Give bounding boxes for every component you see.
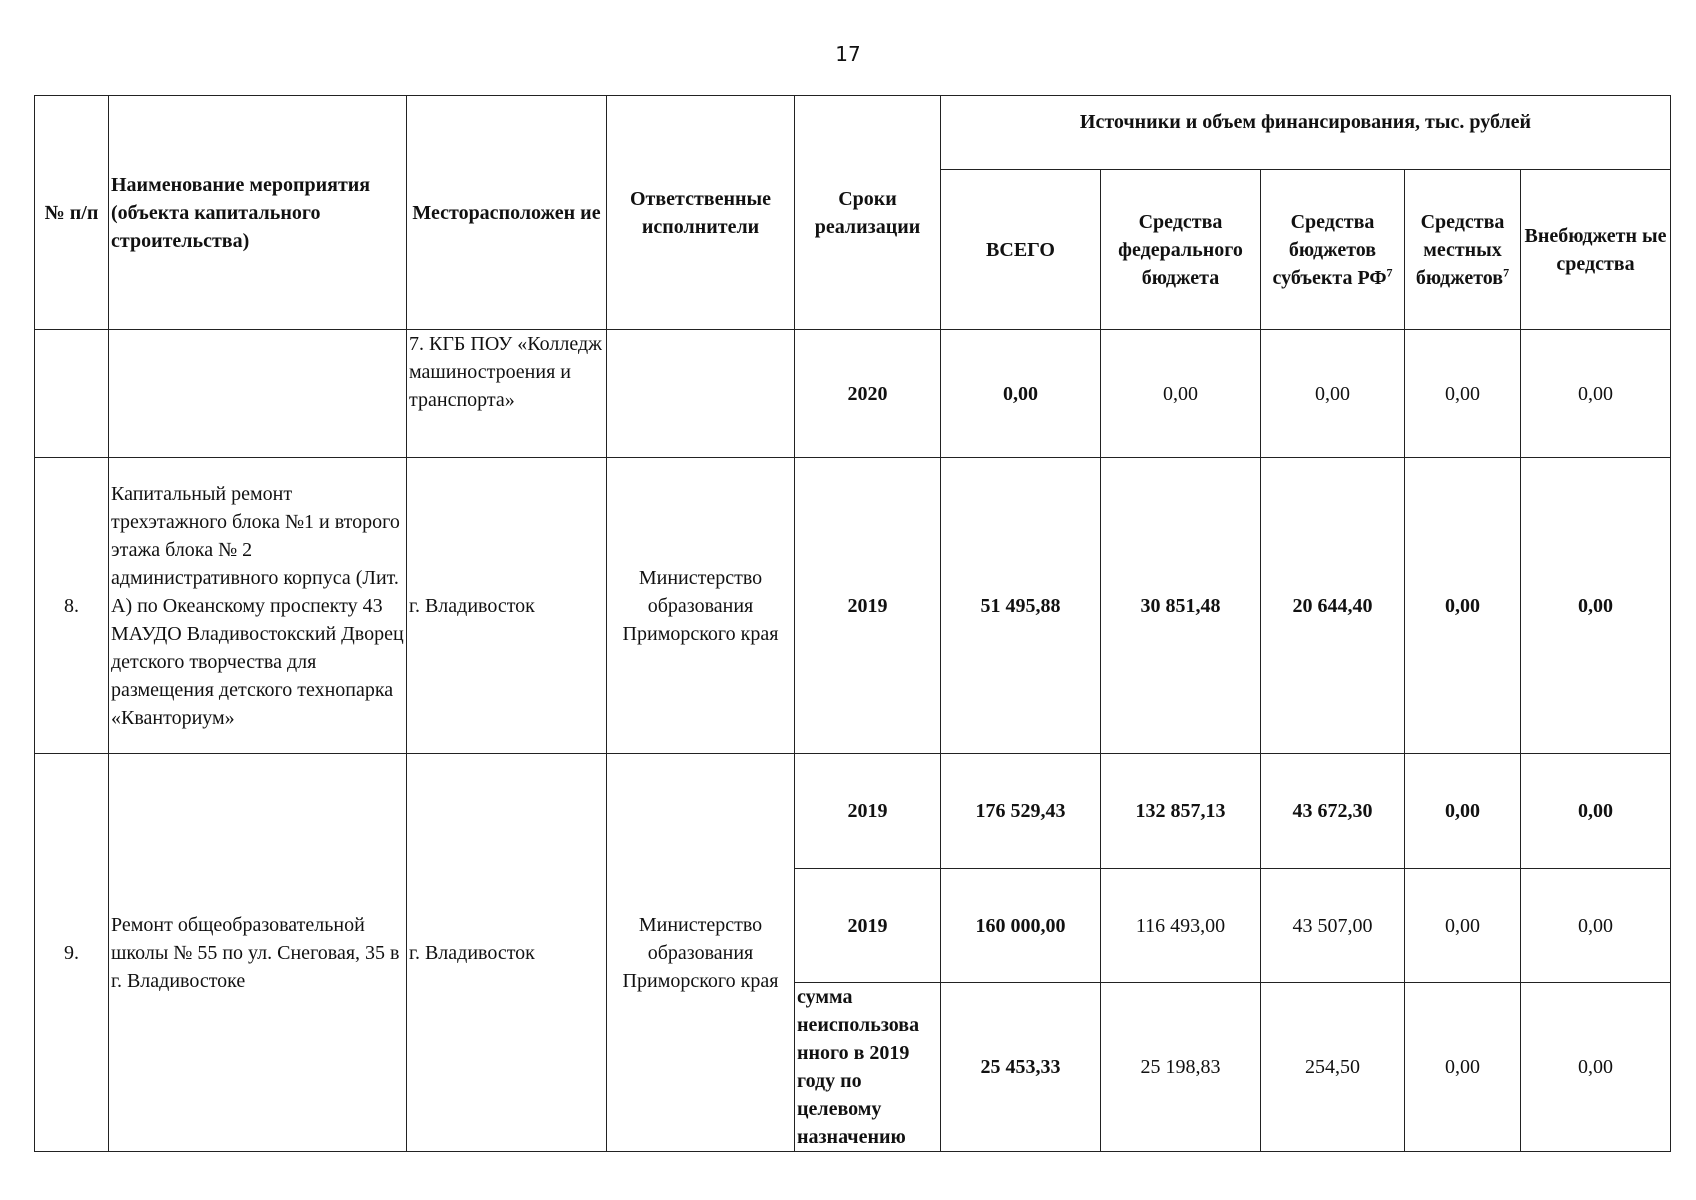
row-no: 9. xyxy=(35,754,109,1152)
row-period: 2019 xyxy=(795,869,941,983)
header-sources: Источники и объем финансирования, тыс. рублей xyxy=(941,96,1671,170)
header-local-footnote: 7 xyxy=(1503,264,1510,279)
row-no: 8. xyxy=(35,458,109,754)
header-local-label: Средства местных бюджетов xyxy=(1415,210,1505,289)
row-federal: 116 493,00 xyxy=(1101,869,1261,983)
header-no: № п/п xyxy=(35,96,109,330)
row-total: 160 000,00 xyxy=(941,869,1101,983)
row-period: сумма неиспользова нного в 2019 году по целевому назначению xyxy=(795,983,941,1152)
header-row-1 xyxy=(35,96,1671,170)
row-extra: 0,00 xyxy=(1521,458,1671,754)
row-responsible: Министерство образования Приморского края xyxy=(607,754,795,1152)
row-responsible: Министерство образования Приморского края xyxy=(607,458,795,754)
row-no xyxy=(35,330,109,458)
header-total: ВСЕГО xyxy=(941,170,1101,330)
row-period: 2019 xyxy=(795,458,941,754)
row-extra: 0,00 xyxy=(1521,983,1671,1152)
row-federal: 25 198,83 xyxy=(1101,983,1261,1152)
row-regional: 0,00 xyxy=(1261,330,1405,458)
row-regional: 43 672,30 xyxy=(1261,754,1405,869)
row-total: 176 529,43 xyxy=(941,754,1101,869)
header-federal: Средства федерального бюджета xyxy=(1101,170,1261,330)
header-name: Наименование мероприятия (объекта капитального строительства) xyxy=(109,96,407,330)
header-regional-footnote: 7 xyxy=(1386,264,1393,279)
row-federal: 132 857,13 xyxy=(1101,754,1261,869)
row-regional: 254,50 xyxy=(1261,983,1405,1152)
header-period: Сроки реализации xyxy=(795,96,941,330)
page-number: 17 xyxy=(835,42,861,66)
row-total: 51 495,88 xyxy=(941,458,1101,754)
row-local: 0,00 xyxy=(1405,458,1521,754)
table-row xyxy=(35,330,1671,458)
row-period: 2020 xyxy=(795,330,941,458)
row-federal: 30 851,48 xyxy=(1101,458,1261,754)
row-local: 0,00 xyxy=(1405,983,1521,1152)
row-location: 7. КГБ ПОУ «Колледж машиностроения и транспорта» xyxy=(407,330,607,458)
row-local: 0,00 xyxy=(1405,330,1521,458)
row-regional: 20 644,40 xyxy=(1261,458,1405,754)
row-location: г. Владивосток xyxy=(407,754,607,1152)
row-name xyxy=(109,330,407,458)
row-regional: 43 507,00 xyxy=(1261,869,1405,983)
table-row xyxy=(35,458,1671,754)
row-federal: 0,00 xyxy=(1101,330,1261,458)
header-regional-label: Средства бюджетов субъекта РФ xyxy=(1272,210,1387,289)
row-extra: 0,00 xyxy=(1521,869,1671,983)
row-total: 0,00 xyxy=(941,330,1101,458)
row-local: 0,00 xyxy=(1405,754,1521,869)
header-regional xyxy=(1261,170,1405,330)
row-name: Ремонт общеобразовательной школы № 55 по ул. Снеговая, 35 в г. Владивостоке xyxy=(109,754,407,1152)
row-local: 0,00 xyxy=(1405,869,1521,983)
table-row xyxy=(35,754,1671,869)
row-period: 2019 xyxy=(795,754,941,869)
financing-table xyxy=(34,95,1671,1152)
row-total: 25 453,33 xyxy=(941,983,1101,1152)
row-responsible xyxy=(607,330,795,458)
header-local xyxy=(1405,170,1521,330)
header-location: Месторасположен ие xyxy=(407,96,607,330)
row-extra: 0,00 xyxy=(1521,754,1671,869)
header-responsible: Ответственные исполнители xyxy=(607,96,795,330)
row-name: Капитальный ремонт трехэтажного блока №1 и второго этажа блока № 2 административного корпуса (Лит. А) по Океанскому проспекту 43 МАУДО Владивостокский Дворец детского творчества для размещения детского технопарка «Кванториум» xyxy=(109,458,407,754)
row-extra: 0,00 xyxy=(1521,330,1671,458)
header-extra: Внебюджетн ые средства xyxy=(1521,170,1671,330)
row-location: г. Владивосток xyxy=(407,458,607,754)
